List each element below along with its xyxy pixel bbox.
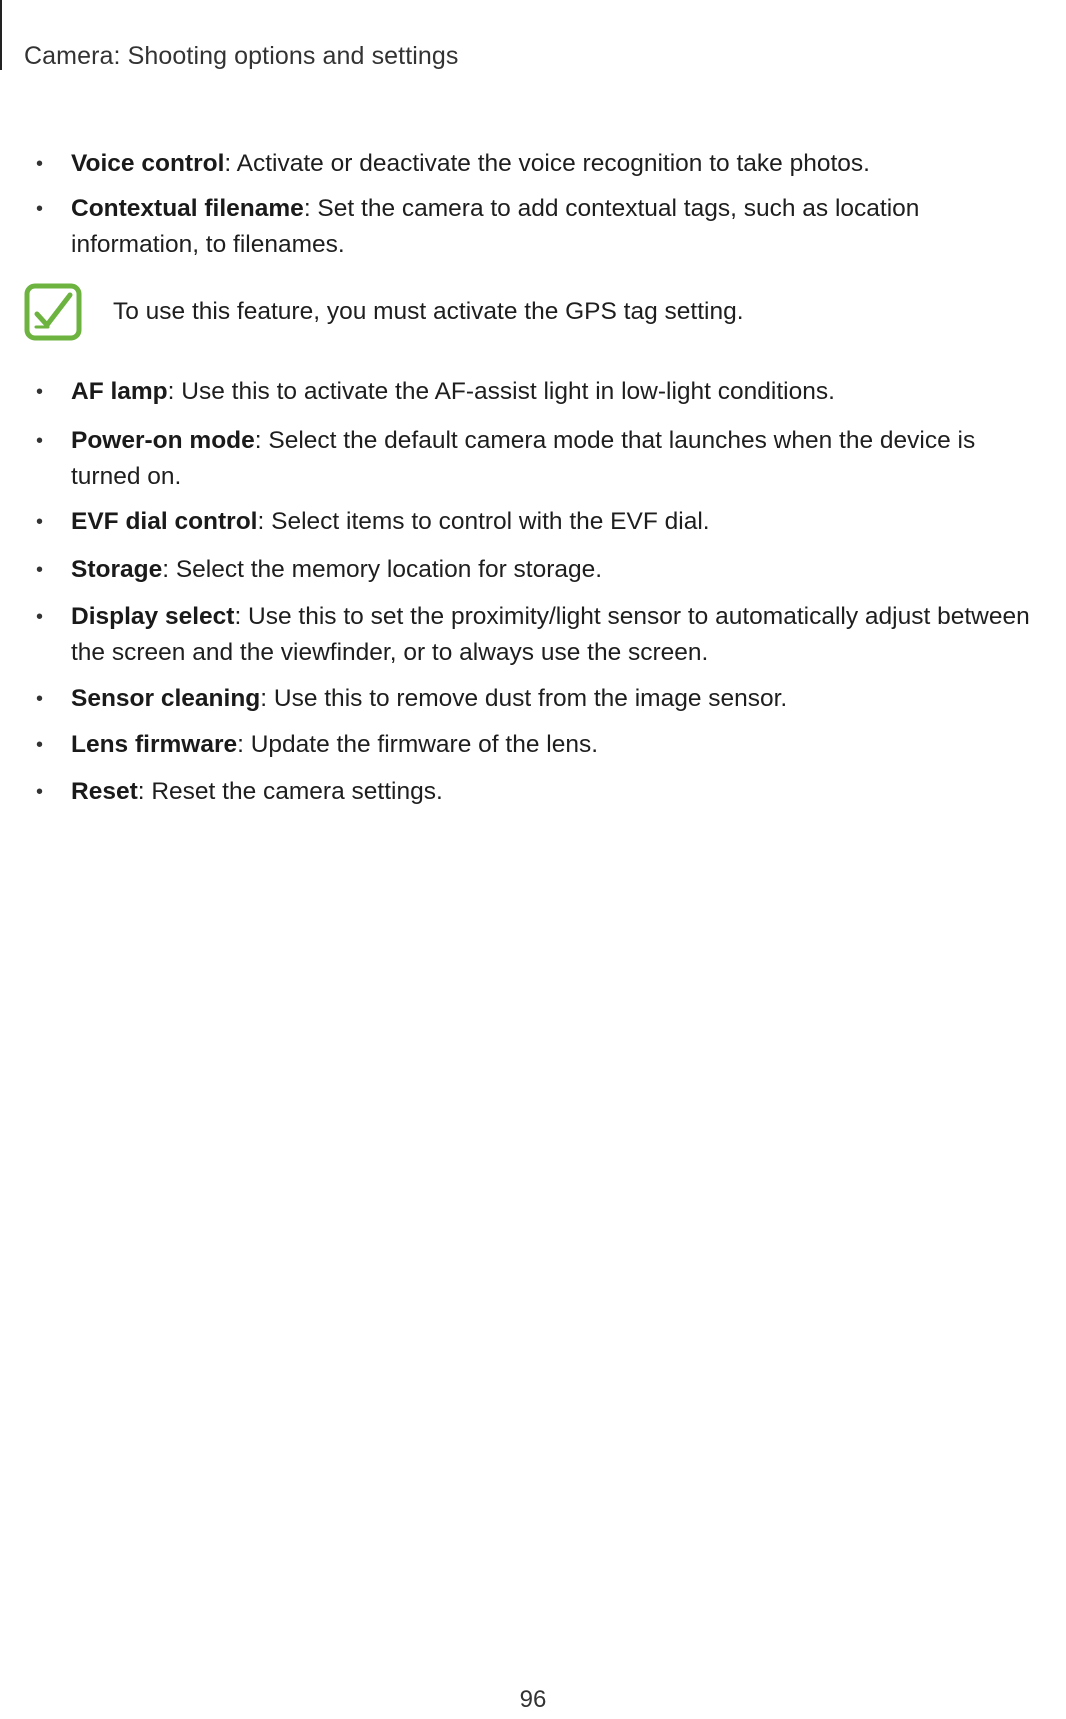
item-description: : Reset the camera settings. [137,778,443,805]
item-term: Display select [71,603,235,630]
item-description: : Use this to activate the AF-assist light in low-light conditions. [167,378,835,405]
list-item-af-lamp [36,374,1061,410]
list-item-voice-control [36,146,1061,182]
header-rule [0,0,2,70]
note-text: To use this feature, you must activate the GPS tag setting. [113,298,744,325]
item-description: : Select the default camera mode that launches when the device is turned on. [71,427,976,490]
item-term: EVF dial control [71,508,258,535]
bullet-icon: • [36,606,44,628]
item-description: : Use this to remove dust from the image sensor. [260,685,788,712]
list-item-reset [36,774,1061,810]
list-item-storage [36,552,1061,588]
list-item-display-select [36,599,1066,671]
item-term: Power-on mode [71,427,255,454]
item-description: : Set the camera to add contextual tags, such as location information, to filenames. [71,195,920,258]
item-term: Voice control [71,150,225,177]
bullet-icon: • [36,559,44,581]
list-item-power-on-mode [36,423,1021,495]
bullet-icon: • [36,688,44,710]
list-item-contextual-filename [36,191,971,263]
item-term: Reset [71,778,138,805]
item-description: : Select the memory location for storage. [162,556,603,583]
bullet-icon: • [36,734,44,756]
item-term: Storage [71,556,163,583]
note-check-icon [24,283,82,341]
item-description: : Select items to control with the EVF dial. [257,508,710,535]
bullet-icon: • [36,781,44,803]
item-term: Contextual filename [71,195,304,222]
item-description: : Use this to set the proximity/light sensor to automatically adjust between the screen and the viewfinder, or to always use the screen. [71,603,1030,666]
note-box [24,283,1054,343]
bullet-icon: • [36,430,44,452]
page-header-title: Camera: Shooting options and settings [24,42,459,70]
list-item-evf-dial-control [36,504,1061,540]
list-item-sensor-cleaning [36,681,1061,717]
page-number: 96 [519,1686,547,1713]
item-description: : Activate or deactivate the voice recognition to take photos. [224,150,870,177]
item-term: Lens firmware [71,731,238,758]
bullet-icon: • [36,153,44,175]
item-term: AF lamp [71,378,168,405]
list-item-lens-firmware [36,727,1061,763]
item-term: Sensor cleaning [71,685,261,712]
bullet-icon: • [36,381,44,403]
bullet-icon: • [36,511,44,533]
item-description: : Update the firmware of the lens. [237,731,598,758]
bullet-icon: • [36,198,44,220]
